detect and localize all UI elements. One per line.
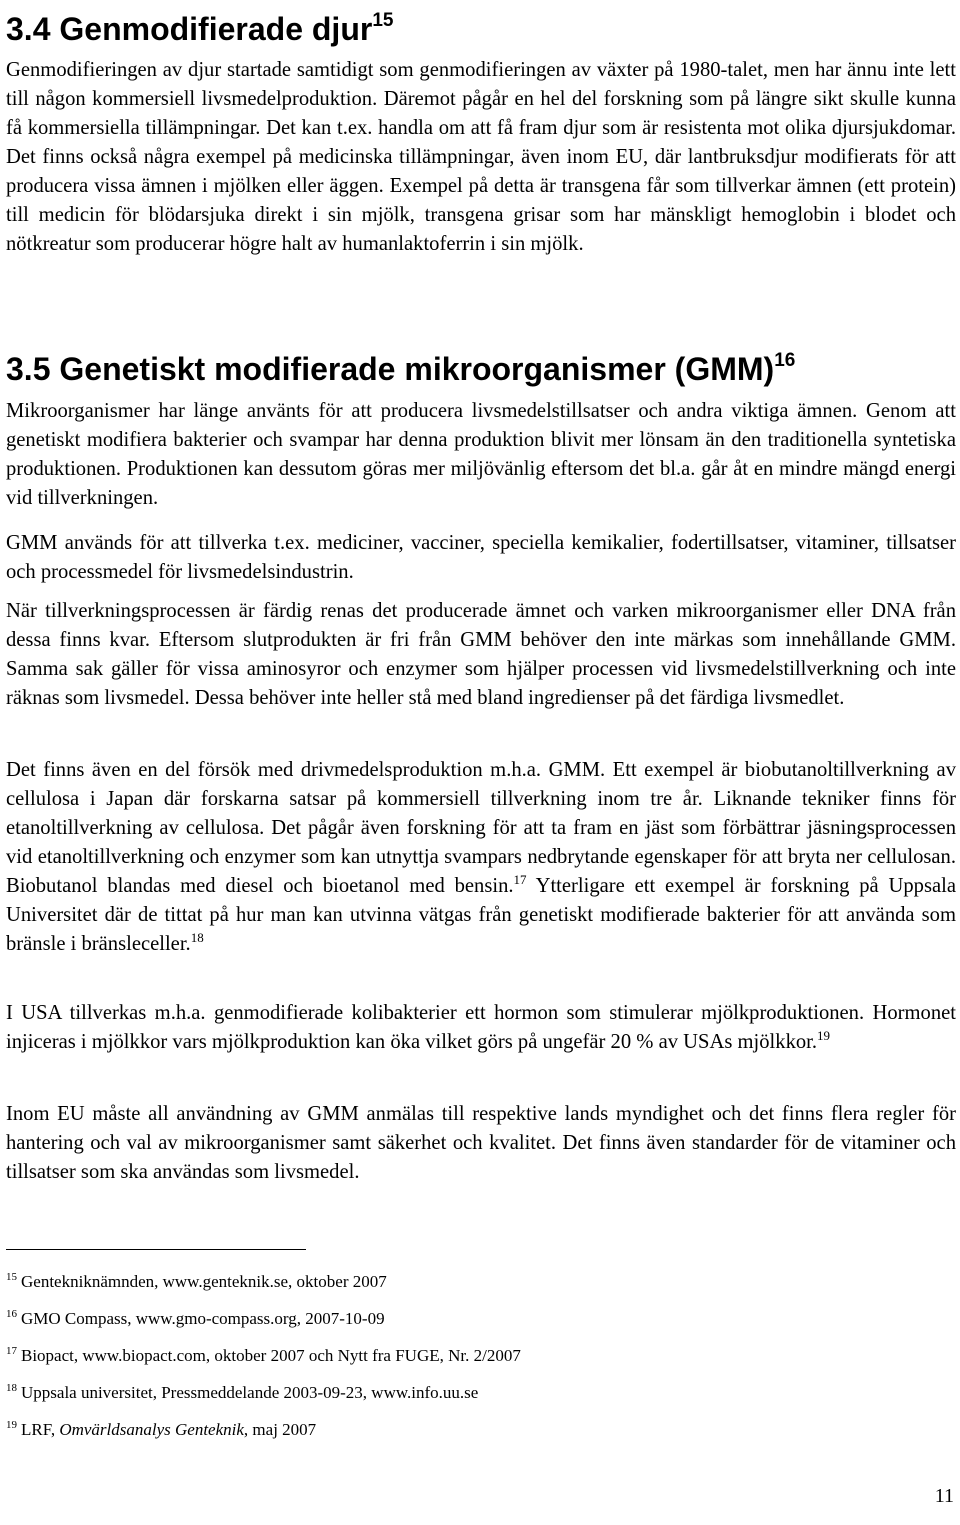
footnote-number: 17 xyxy=(6,1345,17,1357)
footnote-text: GMO Compass, www.gmo-compass.org, 2007-10-09 xyxy=(21,1309,385,1328)
section-3-5-paragraph-3: När tillverkningsprocessen är färdig renas det producerade ämnet och varken mikroorganismer eller DNA från dessa finns kvar. Eftersom slutprodukten är fri från GMM behöver den inte märkas som innehållande GMM. Samma sak gäller för vissa aminosyror och enzymer som hjälper processen vid livsmedelstillverkning och inte räknas som livsmedel. Dessa behöver inte heller stå med bland ingredienser på det färdiga livsmedlet. xyxy=(6,600,956,709)
footnote-text-italic: Omvärldsanalys Genteknik xyxy=(59,1420,244,1439)
footnote-ref-16: 16 xyxy=(774,350,796,371)
footnote-ref-17: 17 xyxy=(513,872,527,887)
section-3-5-paragraph-4 xyxy=(6,756,956,959)
section-3-5-paragraph-1: Mikroorganismer har länge använts för att producera livsmedelstillsatser och andra viktiga ämnen. Genom att genetiskt modifiera bakterier och svampar har denna produktion blivit mer lönsam än den traditionella syntetiska produktionen. Produktionen kan dessutom göras mer miljövänlig eftersom det bl.a. går åt en mindre mängd energi vid tillverkningen. xyxy=(6,400,956,509)
paragraph-4-part-2: Ytterligare ett exempel är forskning på Uppsala Universitet där de tittat på hur man kan utvinna vätgas från genetiskt modifierade bakterier för att använda som bränsle i bränsleceller. xyxy=(6,875,956,955)
section-3-5-paragraph-6: Inom EU måste all användning av GMM anmälas till respektive lands myndighet och det finns flera regler för hantering och val av mikroorganismer samt säkerhet och kvalitet. Det finns även standarder för de vitaminer och tillsatser som ska användas som livsmedel. xyxy=(6,1103,956,1183)
paragraph-4-part-1: Det finns även en del försök med drivmedelsproduktion m.h.a. GMM. Ett exempel är biobutanoltillverkning av cellulosa i Japan där forskarna satsar på kommersiell tillverkning inom tre år. Liknande tekniker finns för etanoltillverkning av cellulosa. Det pågår även forskning för att ta fram en jäst som förbättrar jäsningsprocessen vid etanoltillverkning och enzymer som kan utnyttja svampars nedbrytande egenskaper för att bryta ner cellulosan. Biobutanol blandas med diesel och bioetanol med bensin. xyxy=(6,759,956,897)
footnote-number: 16 xyxy=(6,1308,17,1320)
footnote-text: Gentekniknämnden, www.genteknik.se, oktober 2007 xyxy=(21,1272,387,1291)
section-3-4-paragraph: Genmodifieringen av djur startade samtidigt som genmodifieringen av växter på 1980-talet, men har ännu inte lett till någon kommersiell livsmedelproduktion. Däremot pågår en hel del forskning som på längre sikt skulle kunna få kommersiella tillämpningar. Det kan t.ex. handla om att få fram djur som är resistenta mot olika djursjukdomar. Det finns också några exempel på medicinska tillämpningar, även inom EU, där lantbruksdjur modifierats för att producera vissa ämnen i mjölken eller äggen. Exempel på detta är transgena får som tillverkar ämnen (ett protein) till medicin för blödarsjuka direkt i sin mjölk, transgena grisar som har mänskligt hemoglobin i blodet och nötkreatur som producerar högre halt av humanlaktoferrin i sin mjölk. xyxy=(6,59,956,255)
paragraph-5-text: I USA tillverkas m.h.a. genmodifierade kolibakterier ett hormon som stimulerar mjölkproduktionen. Hormonet injiceras i mjölkkor vars mjölkproduktion kan öka vilket görs på ungefär 20 % av USAs mjölkkor. xyxy=(6,1002,956,1053)
footnote-number: 15 xyxy=(6,1271,17,1283)
footnote-17 xyxy=(6,1345,906,1367)
footnote-text-post: , maj 2007 xyxy=(243,1420,317,1439)
footnote-ref-19: 19 xyxy=(817,1028,831,1043)
footnote-19 xyxy=(6,1419,906,1441)
footnote-text-pre: LRF, xyxy=(21,1420,60,1439)
section-3-4-title: 3.4 Genmodifierade djur xyxy=(6,11,373,47)
section-3-4-heading xyxy=(6,2,393,48)
footnote-15 xyxy=(6,1271,906,1293)
section-3-5-paragraph-5 xyxy=(6,999,956,1057)
footnote-number: 18 xyxy=(6,1382,17,1394)
footnote-divider xyxy=(6,1249,306,1250)
footnote-ref-18: 18 xyxy=(190,930,204,945)
section-3-5-paragraph-2: GMM används för att tillverka t.ex. mediciner, vacciner, speciella kemikalier, fodertillsatser, vitaminer, tillsatser och processmedel för livsmedelsindustrin. xyxy=(6,532,956,583)
section-3-5-title: 3.5 Genetiskt modifierade mikroorganismer (GMM) xyxy=(6,351,775,387)
section-3-5-heading xyxy=(6,342,795,388)
footnote-16 xyxy=(6,1308,906,1330)
footnote-18 xyxy=(6,1382,906,1404)
footnote-text: Biopact, www.biopact.com, oktober 2007 och Nytt fra FUGE, Nr. 2/2007 xyxy=(21,1346,521,1365)
footnote-number: 19 xyxy=(6,1419,17,1431)
page-number: 11 xyxy=(934,1485,954,1507)
footnote-ref-15: 15 xyxy=(372,10,394,31)
footnote-text: Uppsala universitet, Pressmeddelande 2003-09-23, www.info.uu.se xyxy=(21,1383,479,1402)
